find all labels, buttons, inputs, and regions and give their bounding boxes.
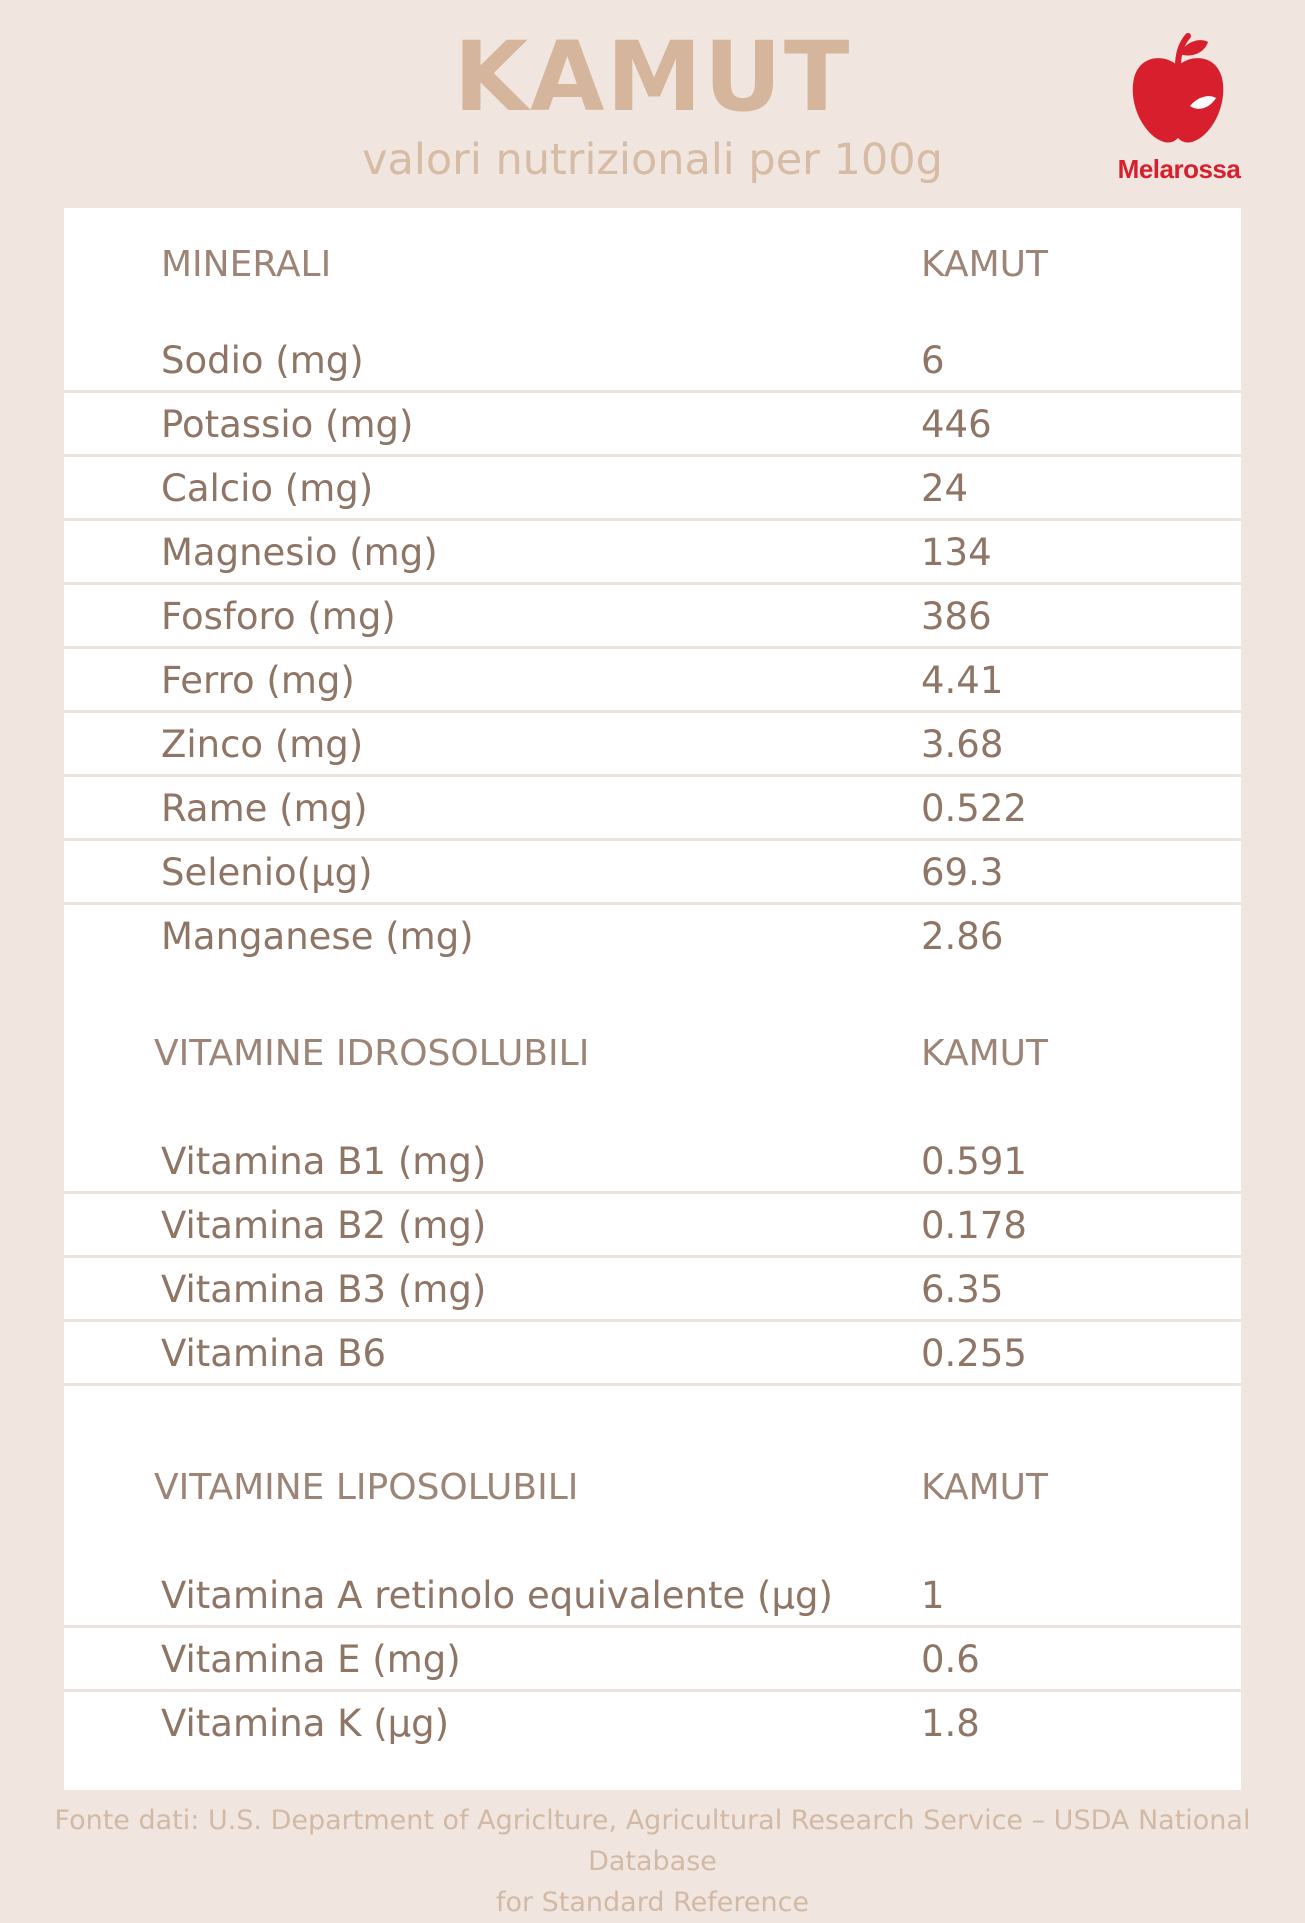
row-label: Vitamina B6 [161,1332,387,1375]
logo-text: Melarossa [1117,154,1241,184]
column-header: KAMUT [921,1467,1049,1508]
row-value: 386 [921,595,992,638]
row-value: 0.591 [921,1140,1027,1183]
page-title: KAMUT [453,21,852,133]
row-label: Manganese (mg) [161,915,474,958]
row-value: 3.68 [921,723,1004,766]
row-value: 24 [921,467,969,510]
table-row [64,457,1241,521]
row-label: Ferro (mg) [161,659,355,702]
row-value: 1 [921,1574,945,1617]
column-header: KAMUT [921,244,1049,285]
row-value: 134 [921,531,992,574]
row-value: 6.35 [921,1268,1004,1311]
section-header-liposolubili [64,1458,1241,1518]
table-row [64,841,1241,905]
table-row [64,777,1241,841]
source-footer [40,1800,1265,1923]
table-row [64,1628,1241,1692]
row-label: Vitamina B2 (mg) [161,1204,487,1247]
table-row [64,649,1241,713]
section-header-minerali [64,235,1241,295]
table-row [64,393,1241,457]
table-row [64,1258,1241,1322]
row-value: 0.178 [921,1204,1027,1247]
row-label: Vitamina K (µg) [161,1702,450,1745]
table-row [64,1564,1241,1628]
row-label: Potassio (mg) [161,403,414,446]
table-row [64,521,1241,585]
section-header-idrosolubili [64,1024,1241,1084]
row-label: Calcio (mg) [161,467,374,510]
row-label: Magnesio (mg) [161,531,438,574]
table-row [64,1322,1241,1386]
table-row [64,1194,1241,1258]
melarossa-logo [1104,32,1254,192]
row-label: Vitamina B3 (mg) [161,1268,487,1311]
row-value: 69.3 [921,851,1004,894]
nutrition-table [64,208,1241,1790]
row-label: Sodio (mg) [161,339,364,382]
row-value: 6 [921,339,945,382]
section-title: VITAMINE IDROSOLUBILI [154,1033,590,1074]
row-value: 2.86 [921,915,1004,958]
row-value: 0.522 [921,787,1027,830]
table-row [64,329,1241,393]
row-label: Selenio(µg) [161,851,373,894]
table-row [64,713,1241,777]
row-label: Zinco (mg) [161,723,364,766]
row-value: 446 [921,403,992,446]
table-row [64,1130,1241,1194]
page-header [0,0,1305,210]
row-label: Vitamina A retinolo equivalente (µg) [161,1574,833,1617]
table-row [64,905,1241,969]
row-label: Vitamina E (mg) [161,1638,461,1681]
row-label: Vitamina B1 (mg) [161,1140,487,1183]
section-title: VITAMINE LIPOSOLUBILI [154,1467,579,1508]
apple-icon [1126,32,1230,150]
page-subtitle: valori nutrizionali per 100g [362,135,943,185]
table-row [64,1692,1241,1756]
source-line-1: Fonte dati: U.S. Department of Agriclture, Agricultural Research Service – USDA National Database [54,1805,1251,1877]
table-row [64,585,1241,649]
row-value: 1.8 [921,1702,980,1745]
row-label: Rame (mg) [161,787,368,830]
row-value: 0.255 [921,1332,1027,1375]
row-value: 4.41 [921,659,1004,702]
row-label: Fosforo (mg) [161,595,396,638]
source-line-2: for Standard Reference [495,1887,810,1918]
row-value: 0.6 [921,1638,980,1681]
column-header: KAMUT [921,1033,1049,1074]
section-title: MINERALI [161,244,332,285]
